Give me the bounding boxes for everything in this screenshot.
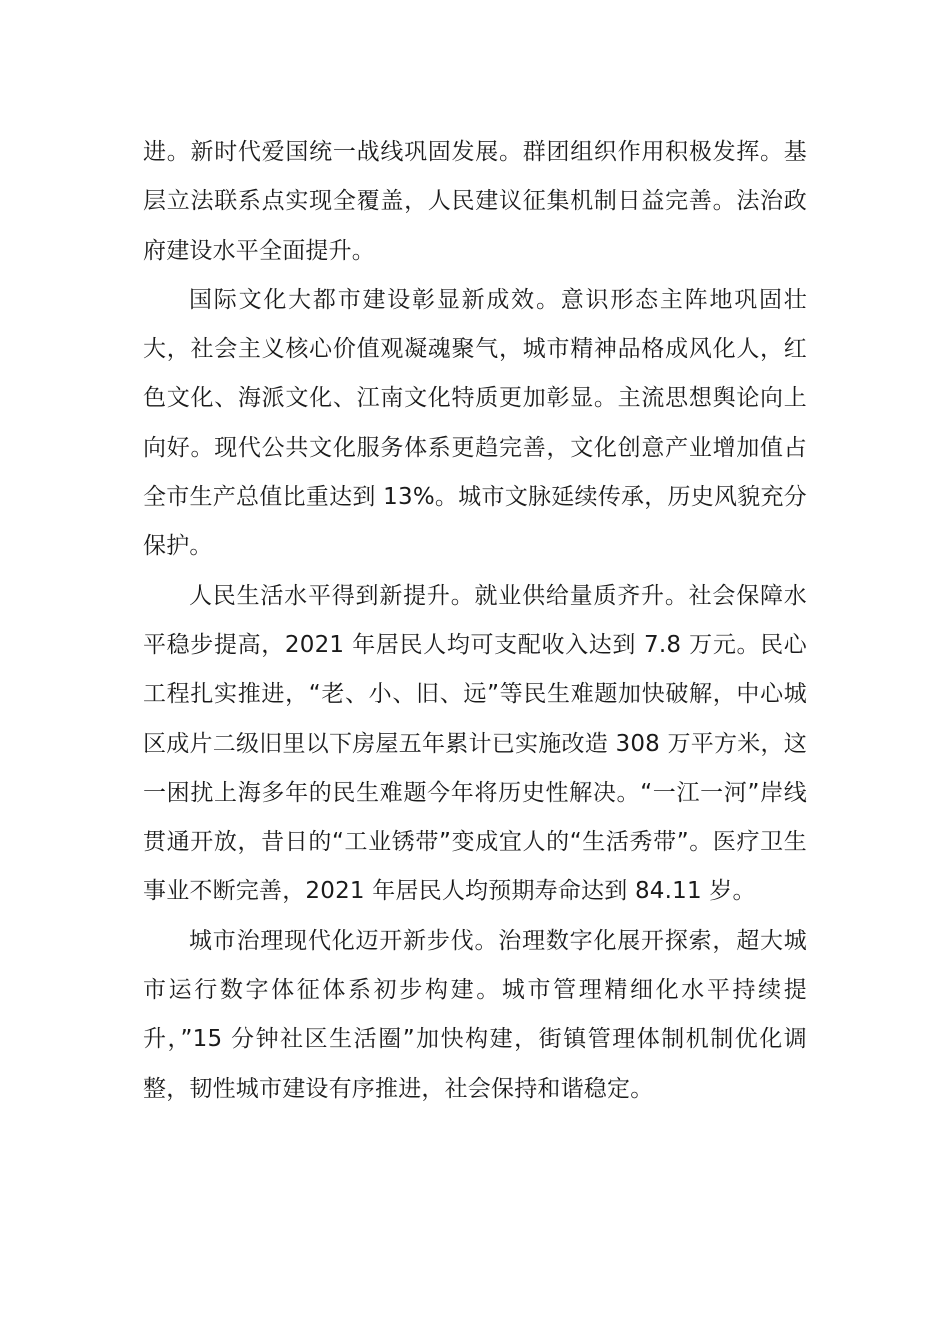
paragraph-culture: 国际文化大都市建设彰显新成效。意识形态主阵地巩固壮大，社会主义核心价值观凝魂聚气，城市精神品格成风化人，红色文化、海派文化、江南文化特质更加彰显。主流思想舆论向上向好。现代公共文化服务体系更趋完善，文化创意产业增加值占全市生产总值比重达到 13%。城市文脉延续传承，历史风貌充分保护。: [143, 286, 807, 560]
paragraph-governance: 城市治理现代化迈开新步伐。治理数字化展开探索，超大城市运行数字体征体系初步构建。城市管理精细化水平持续提升，”15 分钟社区生活圈”加快构建，街镇管理体制机制优化调整，韧性城市建设有序推进，社会保持和谐稳定。: [143, 927, 807, 1102]
paragraph-continuation: 进。新时代爱国统一战线巩固发展。群团组织作用积极发挥。基层立法联系点实现全覆盖，人民建议征集机制日益完善。法治政府建设水平全面提升。: [143, 139, 807, 264]
paragraph-livelihood: 人民生活水平得到新提升。就业供给量质齐升。社会保障水平稳步提高，2021 年居民人均可支配收入达到 7.8 万元。民心工程扎实推进，“老、小、旧、远”等民生难题加快破解，中心城区成片二级旧里以下房屋五年累计已实施改造 308 万平方米，这一困扰上海多年的民生难题今年将历史性解决。“一江一河”岸线贯通开放，昔日的“工业锈带”变成宜人的“生活秀带”。医疗卫生事业不断完善，2021 年居民人均预期寿命达到 84.11 岁。: [143, 582, 807, 905]
document-body: [143, 128, 807, 1114]
